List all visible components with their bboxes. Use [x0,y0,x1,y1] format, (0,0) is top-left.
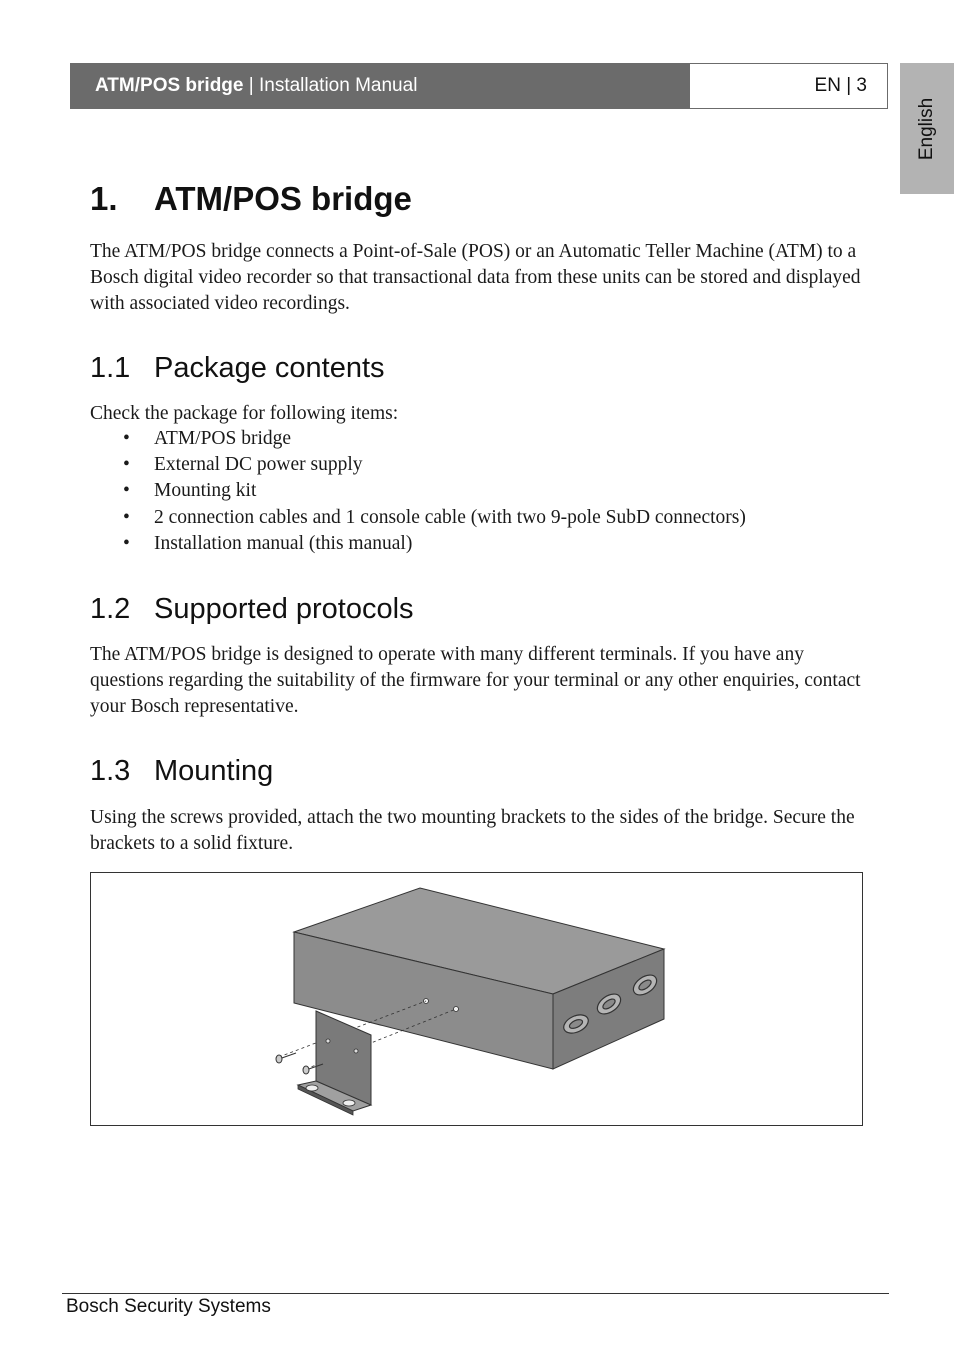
header-bar [70,63,689,109]
header-product: ATM/POS bridge [95,75,244,96]
mounting-illustration [91,873,864,1127]
section-1-2-body: The ATM/POS bridge is designed to operate with many different terminals. If you have any questions regarding the suitability of the firmware for your terminal or any other enquiries, contact your Bosch representative. [90,644,861,717]
section-1-2-heading [90,593,414,626]
header-doc-type: Installation Manual [258,75,418,96]
header-separator: | [243,75,259,96]
footer-company: Bosch Security Systems [66,1296,271,1317]
section-1-heading [90,180,412,218]
section-1-1-number: 1.1 [90,352,131,384]
list-item: • 2 connection cables and 1 console cable (with two 9-pole SubD connectors) [90,505,746,531]
section-1-3-body: Using the screws provided, attach the two mounting brackets to the sides of the bridge. Secure the brackets to a solid fixture. [90,807,855,854]
section-1-title: ATM/POS bridge [154,180,412,217]
list-item: • Installation manual (this manual) [90,531,746,557]
footer-divider [62,1293,889,1294]
section-1-2-title: Supported protocols [154,593,414,625]
header-page-ref: EN | 3 [689,63,888,109]
mounting-figure [90,872,863,1126]
list-item: • Mounting kit [90,478,746,504]
section-1-body: The ATM/POS bridge connects a Point-of-Sale (POS) or an Automatic Teller Machine (ATM) to a Bosch digital video recorder so that transactional data from these units can be stored and displayed with associated video recordings. [90,241,861,314]
section-1-number: 1. [90,180,118,217]
package-list [90,426,746,557]
list-item: • External DC power supply [90,452,746,478]
list-item: • ATM/POS bridge [90,426,746,452]
language-tab-label: English [916,97,937,160]
language-tab [900,63,954,194]
section-1-2-number: 1.2 [90,593,131,625]
package-intro: Check the package for following items: [90,403,399,424]
section-1-3-heading [90,755,273,788]
section-1-3-title: Mounting [154,755,274,787]
section-1-3-number: 1.3 [90,755,131,787]
section-1-1-heading [90,352,385,385]
section-1-1-title: Package contents [154,352,385,384]
